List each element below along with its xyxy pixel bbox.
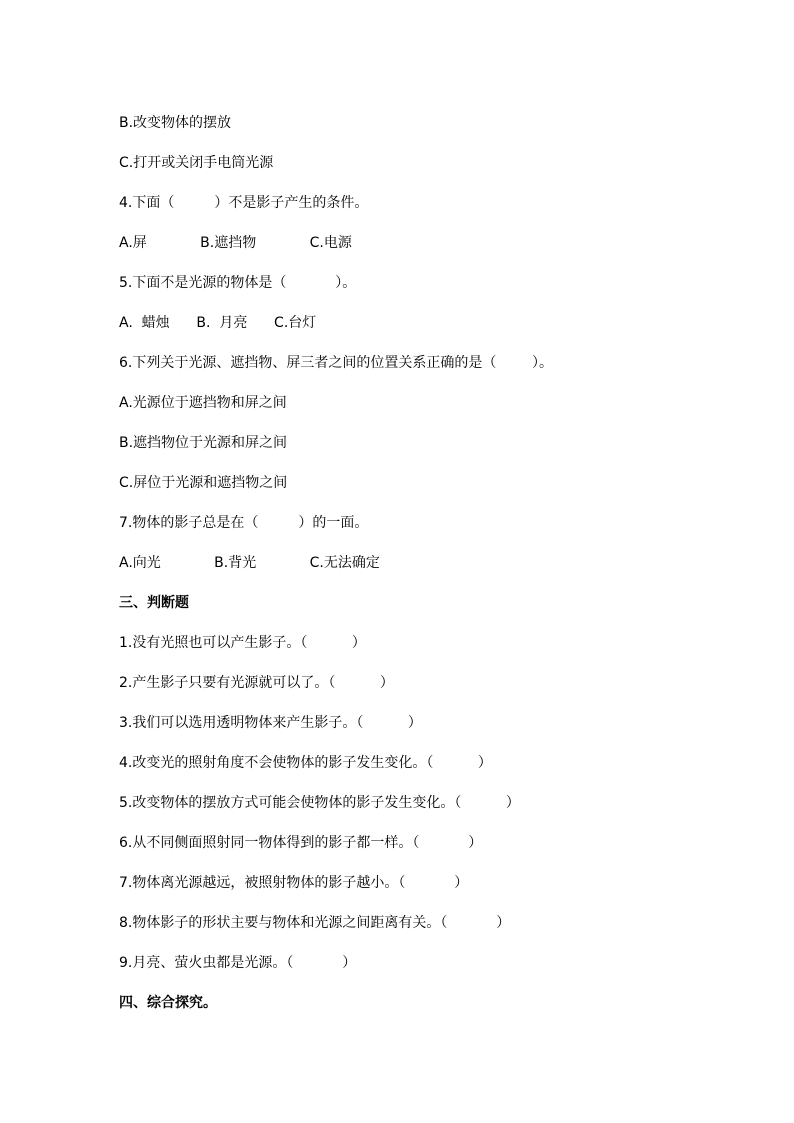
judgment-4: 4.改变光的照射角度不会使物体的影子发生变化。（ ）	[119, 755, 492, 771]
judgment-5: 5.改变物体的摆放方式可能会使物体的影子发生变化。（ ）	[119, 795, 520, 811]
judgment-2: 2.产生影子只要有光源就可以了。（ ）	[119, 675, 394, 691]
question-4: 4.下面（ ）不是影子产生的条件。	[119, 195, 369, 211]
judgment-1: 1.没有光照也可以产生影子。（ ）	[119, 635, 366, 651]
question-6: 6.下列关于光源、遮挡物、屏三者之间的位置关系正确的是（ ）。	[119, 355, 553, 371]
judgment-7: 7.物体离光源越远，被照射物体的影子越小。（ ）	[119, 875, 469, 891]
question-6-option-a: A.光源位于遮挡物和屏之间	[119, 395, 287, 411]
judgment-3: 3.我们可以选用透明物体来产生影子。（ ）	[119, 715, 422, 731]
section-heading-judgment: 三、判断题	[119, 595, 189, 611]
judgment-6: 6.从不同侧面照射同一物体得到的影子都一样。（ ）	[119, 835, 483, 851]
question-6-option-c: C.屏位于光源和遮挡物之间	[119, 475, 288, 491]
question-6-option-b: B.遮挡物位于光源和屏之间	[119, 435, 288, 451]
question-4-options: A.屏 B.遮挡物 C.电源	[119, 235, 352, 251]
question-5: 5.下面不是光源的物体是（ ）。	[119, 275, 357, 291]
question-7: 7.物体的影子总是在（ ）的一面。	[119, 515, 369, 531]
judgment-8: 8.物体影子的形状主要与物体和光源之间距离有关。（ ）	[119, 915, 511, 931]
section-heading-comprehensive: 四、综合探究。	[119, 995, 217, 1011]
question-5-options: A. 蜡烛 B. 月亮 C.台灯	[119, 315, 317, 331]
judgment-9: 9.月亮、萤火虫都是光源。（ ）	[119, 955, 357, 971]
option-b-change-placement: B.改变物体的摆放	[119, 115, 232, 131]
option-c-toggle-flashlight: C.打开或关闭手电筒光源	[119, 155, 274, 171]
question-7-options: A.向光 B.背光 C.无法确定	[119, 555, 380, 571]
